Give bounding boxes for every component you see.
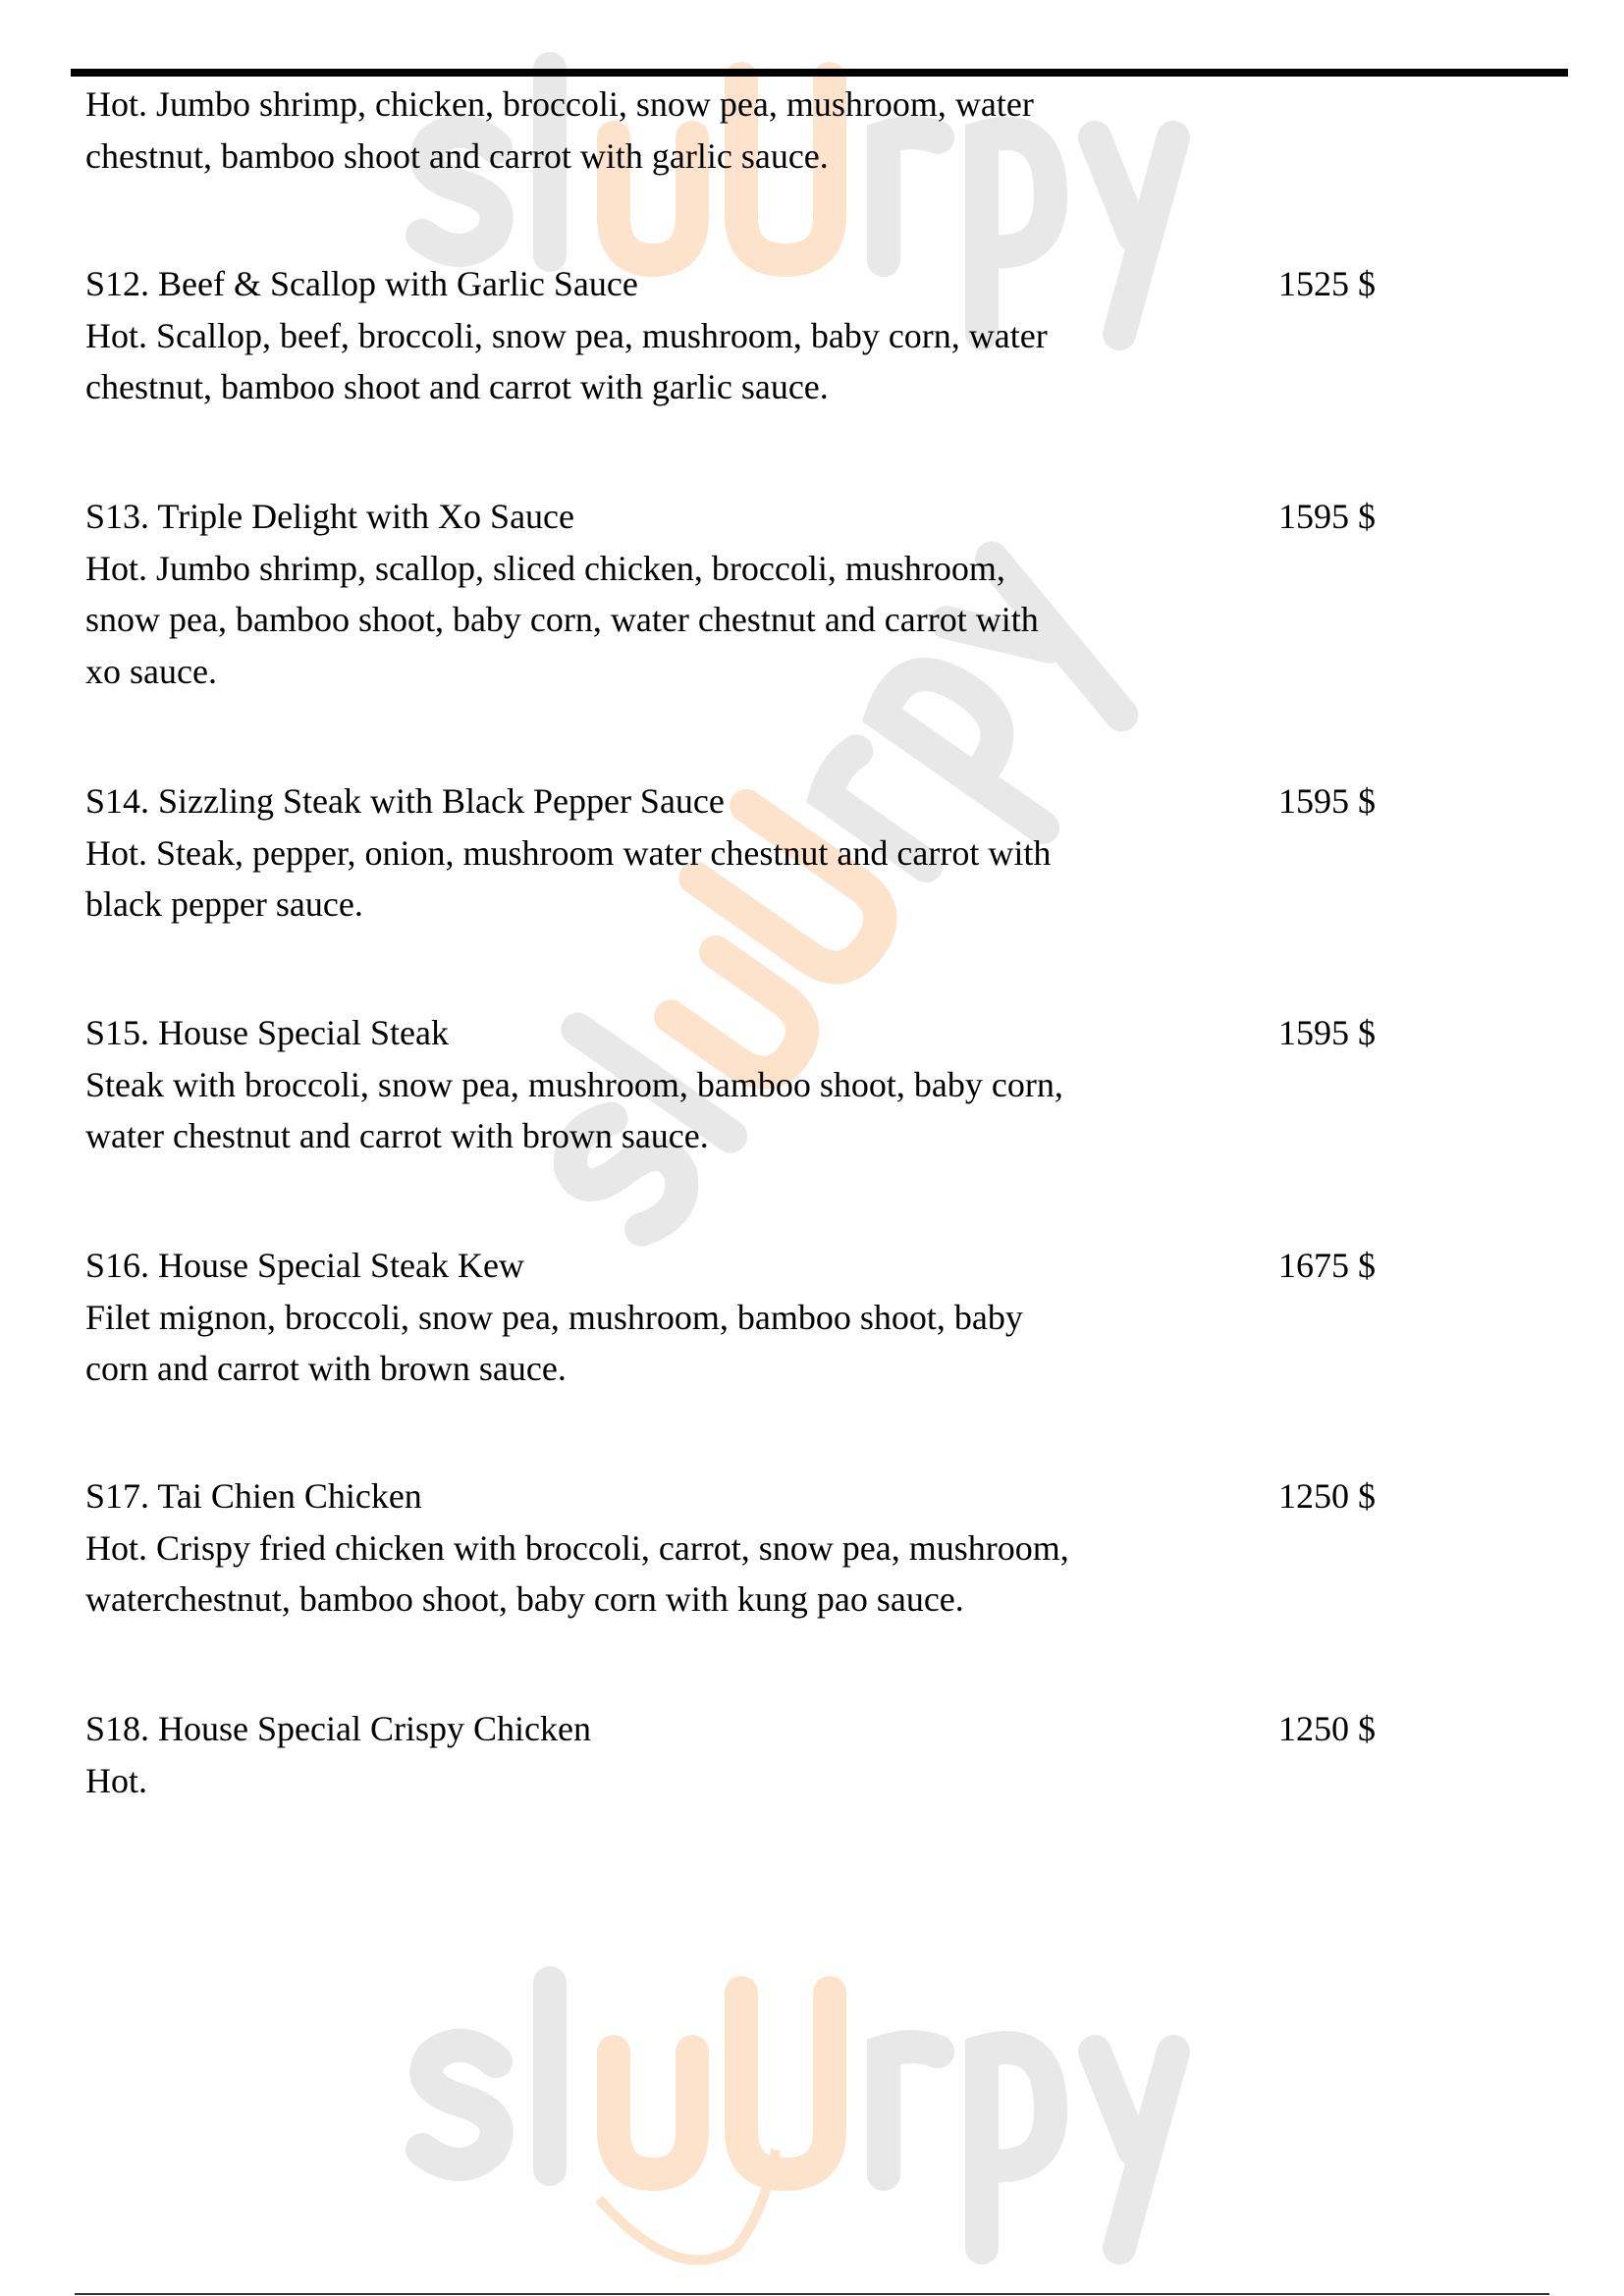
item-description: xo sauce. (85, 651, 217, 691)
item-description: Hot. Crispy fried chicken with broccoli, carrot, snow pea, mushroom, (85, 1527, 1069, 1568)
item-description: Hot. Jumbo shrimp, chicken, broccoli, snow pea, mushroom, water (85, 84, 1034, 124)
menu-item-s13 (85, 491, 1558, 697)
item-title: S16. House Special Steak Kew (85, 1246, 524, 1285)
item-price: 1250 $ (1278, 1709, 1376, 1748)
menu-item-s12 (85, 258, 1558, 413)
item-title: S13. Triple Delight with Xo Sauce (85, 497, 575, 536)
item-title: S14. Sizzling Steak with Black Pepper Sauce (85, 781, 725, 821)
menu-item-s18 (85, 1703, 1558, 1806)
item-price: 1525 $ (1278, 264, 1376, 303)
item-description: Hot. Steak, pepper, onion, mushroom water chestnut and carrot with (85, 832, 1052, 873)
item-price: 1595 $ (1278, 781, 1376, 821)
item-title: S15. House Special Steak (85, 1013, 449, 1052)
item-title: S18. House Special Crispy Chicken (85, 1709, 591, 1748)
item-description: waterchestnut, bamboo shoot, baby corn with kung pao sauce. (85, 1579, 964, 1619)
menu-item-continued (85, 79, 1558, 182)
menu-item-s17 (85, 1470, 1558, 1626)
item-title: S17. Tai Chien Chicken (85, 1476, 422, 1516)
item-price: 1675 $ (1278, 1246, 1376, 1285)
menu-item-s16 (85, 1240, 1558, 1395)
menu-item-s15 (85, 1007, 1558, 1162)
item-description: black pepper sauce. (85, 884, 363, 924)
item-description: chestnut, bamboo shoot and carrot with garlic sauce. (85, 367, 829, 406)
item-price: 1250 $ (1278, 1476, 1376, 1516)
bottom-divider (75, 2293, 1549, 2295)
item-description: Hot. Jumbo shrimp, scallop, sliced chicken, broccoli, mushroom, (85, 548, 1005, 588)
item-price: 1595 $ (1278, 497, 1376, 536)
top-divider (71, 69, 1568, 77)
item-price: 1595 $ (1278, 1013, 1376, 1052)
menu-item-s14 (85, 775, 1558, 931)
item-description: Hot. Scallop, beef, broccoli, snow pea, mushroom, baby corn, water (85, 315, 1048, 355)
item-description: Hot. (85, 1760, 147, 1800)
item-description: Steak with broccoli, snow pea, mushroom, bamboo shoot, baby corn, (85, 1064, 1063, 1104)
item-description: corn and carrot with brown sauce. (85, 1349, 567, 1388)
item-title: S12. Beef & Scallop with Garlic Sauce (85, 264, 638, 303)
item-description: water chestnut and carrot with brown sauce. (85, 1116, 709, 1155)
watermark-logo (403, 1953, 1247, 2287)
item-description: chestnut, bamboo shoot and carrot with garlic sauce. (85, 135, 829, 176)
item-description: Filet mignon, broccoli, snow pea, mushroom, bamboo shoot, baby (85, 1297, 1023, 1337)
item-description: snow pea, bamboo shoot, baby corn, water chestnut and carrot with (85, 600, 1039, 639)
